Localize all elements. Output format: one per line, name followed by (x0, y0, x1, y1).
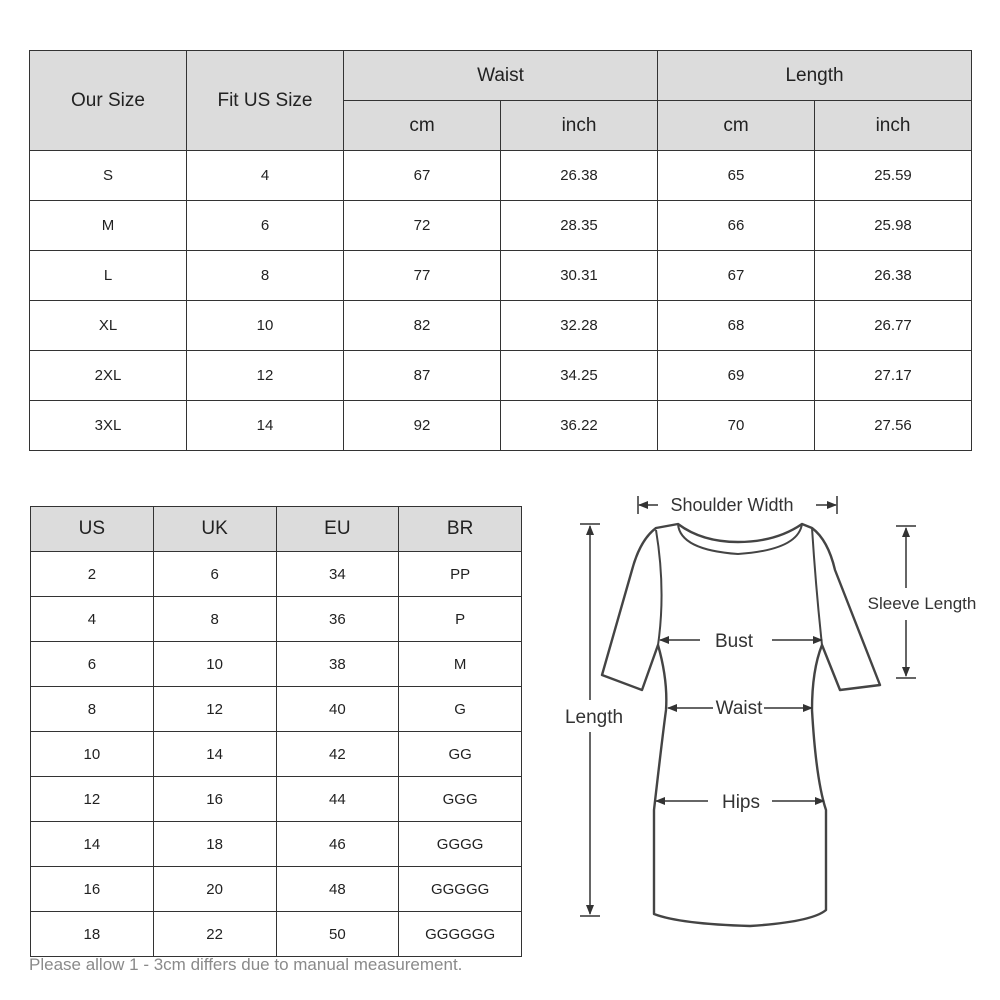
table-row (31, 642, 522, 687)
table-cell: 2 (31, 552, 154, 597)
table-cell: 16 (153, 777, 276, 822)
shoulder-width-label: Shoulder Width (670, 495, 794, 515)
table-cell: 14 (153, 732, 276, 777)
table-cell: 10 (187, 301, 344, 351)
table-cell: 4 (187, 151, 344, 201)
table-cell: 38 (276, 642, 399, 687)
table-cell: XL (30, 301, 187, 351)
table-cell: 27.17 (815, 351, 972, 401)
dress-measurement-diagram (550, 480, 990, 950)
table-cell: 66 (658, 201, 815, 251)
table-cell: 40 (276, 687, 399, 732)
table-cell: 34 (276, 552, 399, 597)
table-row (31, 597, 522, 642)
header-waist-inch: inch (501, 101, 658, 151)
table-cell: 72 (344, 201, 501, 251)
table-row (31, 912, 522, 957)
table-cell: 16 (31, 867, 154, 912)
sleeve-seam-right (812, 528, 822, 645)
table-row (31, 777, 522, 822)
table-cell: 14 (187, 401, 344, 451)
table-row (31, 732, 522, 777)
table-cell: 18 (31, 912, 154, 957)
size-conversion-table (30, 506, 522, 957)
table-cell: 25.98 (815, 201, 972, 251)
table-cell: 8 (153, 597, 276, 642)
table-cell: L (30, 251, 187, 301)
table-cell: 12 (31, 777, 154, 822)
table-cell: 3XL (30, 401, 187, 451)
header-waist-cm: cm (344, 101, 501, 151)
table-cell: 26.38 (815, 251, 972, 301)
header-length-cm: cm (658, 101, 815, 151)
table-cell: GGGGGG (399, 912, 522, 957)
table-cell: 6 (31, 642, 154, 687)
header-waist: Waist (344, 51, 658, 101)
table-cell: 6 (153, 552, 276, 597)
table-cell: 32.28 (501, 301, 658, 351)
table-cell: 69 (658, 351, 815, 401)
table-cell: 44 (276, 777, 399, 822)
table-cell: GGG (399, 777, 522, 822)
table-row (31, 687, 522, 732)
table-cell: 2XL (30, 351, 187, 401)
table-cell: 67 (344, 151, 501, 201)
waist-label: Waist (715, 698, 763, 719)
table-cell: 30.31 (501, 251, 658, 301)
sleeve-seam-left (656, 530, 662, 645)
table-cell: 36.22 (501, 401, 658, 451)
neckline (678, 524, 802, 554)
table-cell: 22 (153, 912, 276, 957)
table-cell: PP (399, 552, 522, 597)
table-cell: 14 (31, 822, 154, 867)
table-cell: G (399, 687, 522, 732)
table-cell: 50 (276, 912, 399, 957)
table-cell: 34.25 (501, 351, 658, 401)
table-cell: 10 (31, 732, 154, 777)
table-row (30, 251, 972, 301)
table-cell: 28.35 (501, 201, 658, 251)
table-cell: 10 (153, 642, 276, 687)
table-row (31, 822, 522, 867)
table-cell: 20 (153, 867, 276, 912)
sleeve-length-label: Sleeve Length (867, 594, 977, 613)
table-cell: 8 (187, 251, 344, 301)
table-cell: 70 (658, 401, 815, 451)
hips-label: Hips (721, 792, 761, 813)
table-row (31, 552, 522, 597)
table-cell: M (30, 201, 187, 251)
measurement-note: Please allow 1 - 3cm differs due to manual measurement. (29, 955, 463, 974)
table-cell: 77 (344, 251, 501, 301)
dress-outline (602, 524, 880, 926)
table-row (30, 151, 972, 201)
header-us: US (31, 507, 154, 552)
table-cell: 8 (31, 687, 154, 732)
header-length: Length (658, 51, 972, 101)
table-cell: 12 (187, 351, 344, 401)
table-cell: 67 (658, 251, 815, 301)
header-uk: UK (153, 507, 276, 552)
table-row (30, 351, 972, 401)
table-cell: 92 (344, 401, 501, 451)
table-cell: GGGG (399, 822, 522, 867)
table-cell: 27.56 (815, 401, 972, 451)
header-eu: EU (276, 507, 399, 552)
table-row (31, 867, 522, 912)
table-cell: 6 (187, 201, 344, 251)
size-chart-table (29, 50, 972, 451)
bust-label: Bust (714, 631, 754, 652)
table-cell: 4 (31, 597, 154, 642)
table-cell: 82 (344, 301, 501, 351)
table-row (30, 201, 972, 251)
table-cell: 48 (276, 867, 399, 912)
header-br: BR (399, 507, 522, 552)
table-cell: 46 (276, 822, 399, 867)
table-cell: 65 (658, 151, 815, 201)
table-cell: 26.77 (815, 301, 972, 351)
table-cell: M (399, 642, 522, 687)
table-cell: 42 (276, 732, 399, 777)
table-cell: 87 (344, 351, 501, 401)
table-cell: 68 (658, 301, 815, 351)
header-length-inch: inch (815, 101, 972, 151)
table-cell: P (399, 597, 522, 642)
table-cell: 36 (276, 597, 399, 642)
table-cell: GG (399, 732, 522, 777)
table-cell: 12 (153, 687, 276, 732)
length-label: Length (564, 707, 624, 728)
header-fit-us-size: Fit US Size (187, 51, 344, 151)
table-row (30, 301, 972, 351)
table-cell: 25.59 (815, 151, 972, 201)
table-cell: S (30, 151, 187, 201)
table-cell: 18 (153, 822, 276, 867)
header-our-size: Our Size (30, 51, 187, 151)
table-cell: GGGGG (399, 867, 522, 912)
table-row (30, 401, 972, 451)
table-cell: 26.38 (501, 151, 658, 201)
